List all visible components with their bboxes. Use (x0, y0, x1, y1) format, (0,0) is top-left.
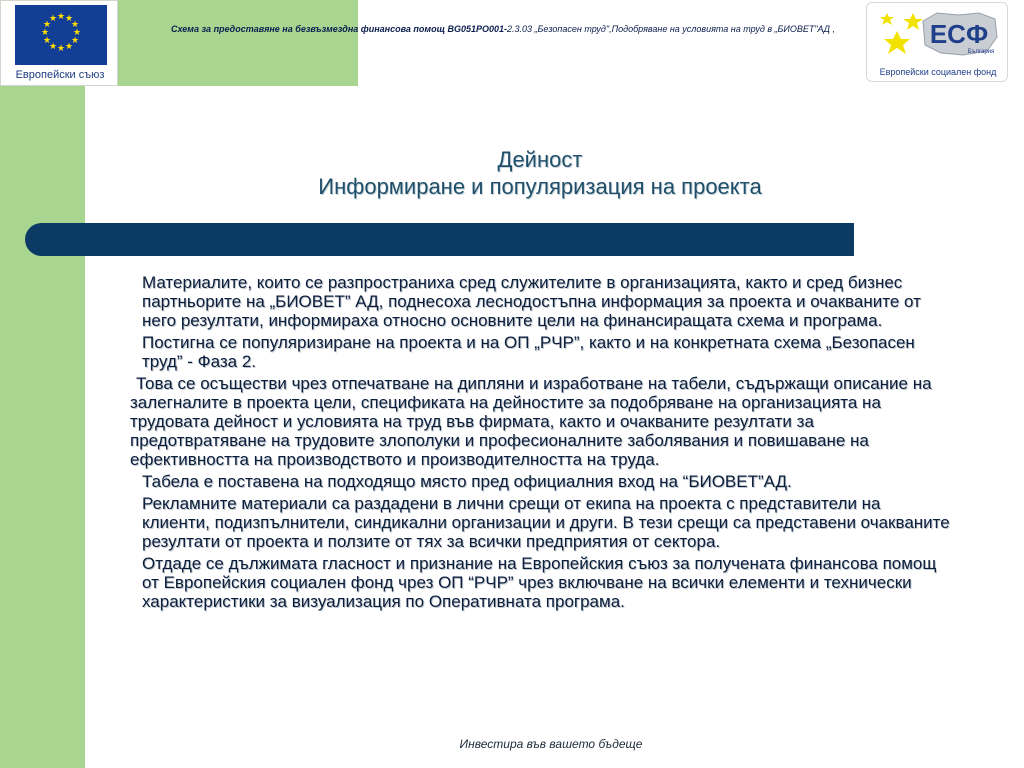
svg-text:★: ★ (42, 20, 52, 30)
svg-text:★: ★ (56, 44, 66, 54)
paragraph-4: Табела е поставена на подходящо място пред официалния вход на “БИОВЕТ”АД. (142, 472, 792, 491)
title-line-2: Информиране и популяризация на проекта (318, 174, 762, 199)
paragraph-2: Постигна се популяризиране на проекта и на ОП „РЧР”, както и на конкретната схема „Безопасен труд” - Фаза 2. (142, 333, 915, 371)
svg-text:★: ★ (40, 28, 50, 38)
body-text (130, 273, 950, 614)
svg-text:★: ★ (70, 36, 80, 46)
page-title (180, 146, 900, 200)
paragraph-6: Отдаде се дължимата гласност и признание на Европейския съюз за получената финансова помощ от Европейския социален фонд чрез ОП “РЧР” чрез включване на всички елементи и технически характеристики за визуализация по Оперативната програма. (142, 554, 937, 611)
esf-sub-text: България (967, 49, 995, 55)
eu-flag-icon (15, 5, 107, 65)
eu-logo (0, 0, 118, 86)
eu-caption: Европейски съюз (15, 69, 105, 81)
title-line-1: Дейност (497, 147, 583, 172)
esf-logo-text: ЕСФ (929, 19, 989, 49)
svg-text:★: ★ (42, 36, 52, 46)
scheme-header-bold: Схема за предоставяне на безвъзмездна финансова помощ BG051PO001- (171, 24, 508, 34)
svg-text:★: ★ (56, 12, 66, 22)
esf-logo (866, 2, 1008, 82)
title-divider-bar (25, 223, 854, 256)
paragraph-3: Това се осъществи чрез отпечатване на дипляни и изработване на табели, съдържащи описание на залегналите в проекта цели, спецификата на дейностите за подобряване на организацията на трудовата дейност и условията на труд във фирмата, както и очакваните резултати за предотвратяване на трудовите злополуки и професионалните заболявания и повишаване на ефективността на производството и производителността на труда. (130, 374, 932, 469)
paragraph-5: Рекламните материали са раздадени в лични срещи от екипа на проекта с представители на клиенти, подизпълнители, синдикални организации и други. В тези срещи са представени очакваните резултати от проекта и ползите от тях за всички предприятия от сектора. (142, 494, 950, 551)
svg-text:★: ★ (70, 20, 80, 30)
eu-stars-icon (15, 5, 107, 65)
svg-text:★: ★ (72, 28, 82, 38)
left-green-band (0, 0, 85, 768)
svg-text:★: ★ (48, 14, 58, 24)
esf-caption: Европейски социален фонд (879, 67, 997, 77)
paragraph-1: Материалите, които се разпространиха сред служителите в организацията, както и сред бизнес партньорите на „БИОВЕТ” АД, поднесоха леснодостъпна информация за проекта и очакваните от него резултати, информирaхa относно основните цели на финансиращата схема и програма. (142, 273, 921, 330)
svg-text:★: ★ (64, 42, 74, 52)
scheme-header-rest: 2.3.03 „Безопасен труд",Подобряване на условията на труд в „БИОВЕТ"АД , (507, 24, 835, 34)
svg-text:★: ★ (64, 14, 74, 24)
scheme-header-text (118, 24, 888, 34)
svg-text:★: ★ (48, 42, 58, 52)
footer-slogan: Инвестира във вашето бъдеще (459, 737, 643, 751)
esf-emblem-icon (867, 3, 1009, 67)
